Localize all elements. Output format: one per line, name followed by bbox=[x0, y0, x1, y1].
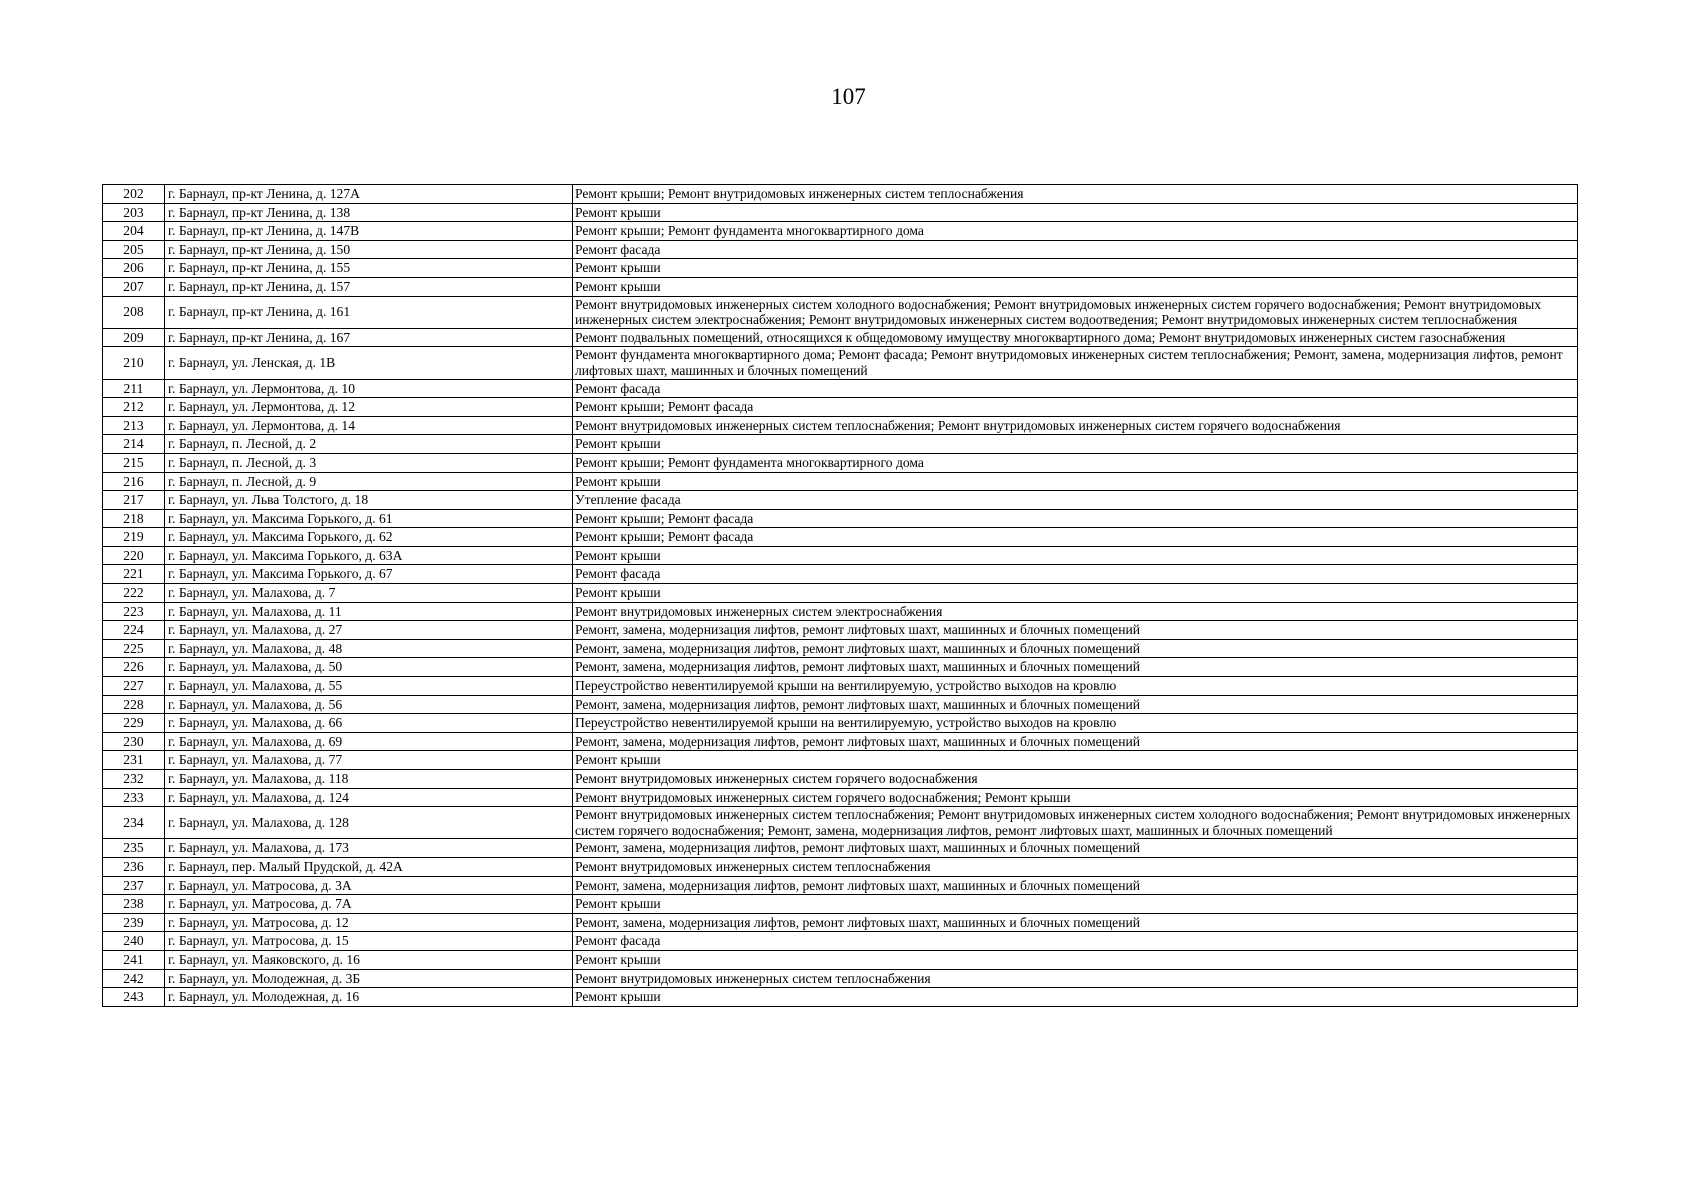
address-cell: г. Барнаул, ул. Малахова, д. 48 bbox=[165, 639, 573, 658]
table-row bbox=[103, 969, 1578, 988]
row-number-cell: 239 bbox=[103, 913, 165, 932]
works-cell: Ремонт внутридомовых инженерных систем теплоснабжения bbox=[573, 857, 1578, 876]
row-number-cell: 203 bbox=[103, 203, 165, 222]
works-cell: Ремонт фасада bbox=[573, 565, 1578, 584]
address-cell: г. Барнаул, ул. Максима Горького, д. 61 bbox=[165, 509, 573, 528]
address-cell: г. Барнаул, ул. Маяковского, д. 16 bbox=[165, 950, 573, 969]
address-cell: г. Барнаул, ул. Ленская, д. 1В bbox=[165, 347, 573, 379]
table-row bbox=[103, 895, 1578, 914]
works-cell: Переустройство невентилируемой крыши на вентилируемую, устройство выходов на кровлю bbox=[573, 714, 1578, 733]
works-cell: Ремонт фасада bbox=[573, 240, 1578, 259]
address-cell: г. Барнаул, ул. Малахова, д. 69 bbox=[165, 732, 573, 751]
row-number-cell: 222 bbox=[103, 584, 165, 603]
table-row bbox=[103, 932, 1578, 951]
row-number-cell: 243 bbox=[103, 988, 165, 1007]
address-cell: г. Барнаул, ул. Льва Толстого, д. 18 bbox=[165, 491, 573, 510]
works-cell: Ремонт крыши; Ремонт внутридомовых инженерных систем теплоснабжения bbox=[573, 185, 1578, 204]
table-row bbox=[103, 732, 1578, 751]
row-number-cell: 232 bbox=[103, 770, 165, 789]
works-cell: Ремонт крыши bbox=[573, 895, 1578, 914]
row-number-cell: 209 bbox=[103, 328, 165, 347]
row-number-cell: 207 bbox=[103, 277, 165, 296]
address-cell: г. Барнаул, ул. Лермонтова, д. 10 bbox=[165, 379, 573, 398]
works-cell: Ремонт внутридомовых инженерных систем горячего водоснабжения; Ремонт крыши bbox=[573, 788, 1578, 807]
works-cell: Ремонт, замена, модернизация лифтов, ремонт лифтовых шахт, машинных и блочных помещений bbox=[573, 876, 1578, 895]
row-number-cell: 225 bbox=[103, 639, 165, 658]
works-cell: Ремонт фасада bbox=[573, 932, 1578, 951]
address-cell: г. Барнаул, ул. Матросова, д. 15 bbox=[165, 932, 573, 951]
row-number-cell: 227 bbox=[103, 677, 165, 696]
row-number-cell: 217 bbox=[103, 491, 165, 510]
row-number-cell: 213 bbox=[103, 416, 165, 435]
table-row bbox=[103, 528, 1578, 547]
works-cell: Переустройство невентилируемой крыши на вентилируемую, устройство выходов на кровлю bbox=[573, 677, 1578, 696]
address-cell: г. Барнаул, пр-кт Ленина, д. 138 bbox=[165, 203, 573, 222]
row-number-cell: 216 bbox=[103, 472, 165, 491]
row-number-cell: 242 bbox=[103, 969, 165, 988]
row-number-cell: 224 bbox=[103, 621, 165, 640]
table-row bbox=[103, 203, 1578, 222]
table-row bbox=[103, 509, 1578, 528]
table-row bbox=[103, 277, 1578, 296]
address-cell: г. Барнаул, пр-кт Ленина, д. 167 bbox=[165, 328, 573, 347]
address-cell: г. Барнаул, п. Лесной, д. 9 bbox=[165, 472, 573, 491]
repair-register-table bbox=[102, 184, 1578, 1007]
works-cell: Ремонт, замена, модернизация лифтов, ремонт лифтовых шахт, машинных и блочных помещений bbox=[573, 913, 1578, 932]
table-row bbox=[103, 788, 1578, 807]
table-row bbox=[103, 185, 1578, 204]
address-cell: г. Барнаул, пр-кт Ленина, д. 157 bbox=[165, 277, 573, 296]
table-row bbox=[103, 950, 1578, 969]
row-number-cell: 234 bbox=[103, 807, 165, 839]
table-row bbox=[103, 988, 1578, 1007]
works-cell: Ремонт, замена, модернизация лифтов, ремонт лифтовых шахт, машинных и блочных помещений bbox=[573, 732, 1578, 751]
address-cell: г. Барнаул, ул. Малахова, д. 124 bbox=[165, 788, 573, 807]
works-cell: Утепление фасада bbox=[573, 491, 1578, 510]
works-cell: Ремонт, замена, модернизация лифтов, ремонт лифтовых шахт, машинных и блочных помещений bbox=[573, 639, 1578, 658]
works-cell: Ремонт крыши bbox=[573, 203, 1578, 222]
address-cell: г. Барнаул, ул. Малахова, д. 128 bbox=[165, 807, 573, 839]
works-cell: Ремонт фундамента многоквартирного дома; Ремонт фасада; Ремонт внутридомовых инженерных систем теплоснабжения; Ремонт, замена, модернизация лифтов, ремонт лифтовых шахт, машинных и блочных помещений bbox=[573, 347, 1578, 379]
table-row bbox=[103, 695, 1578, 714]
works-cell: Ремонт, замена, модернизация лифтов, ремонт лифтовых шахт, машинных и блочных помещений bbox=[573, 695, 1578, 714]
address-cell: г. Барнаул, пр-кт Ленина, д. 147В bbox=[165, 222, 573, 241]
table-row bbox=[103, 453, 1578, 472]
table-row bbox=[103, 259, 1578, 278]
table-row bbox=[103, 876, 1578, 895]
works-cell: Ремонт крыши bbox=[573, 546, 1578, 565]
address-cell: г. Барнаул, ул. Малахова, д. 56 bbox=[165, 695, 573, 714]
address-cell: г. Барнаул, ул. Молодежная, д. 3Б bbox=[165, 969, 573, 988]
row-number-cell: 230 bbox=[103, 732, 165, 751]
row-number-cell: 219 bbox=[103, 528, 165, 547]
row-number-cell: 226 bbox=[103, 658, 165, 677]
row-number-cell: 211 bbox=[103, 379, 165, 398]
works-cell: Ремонт внутридомовых инженерных систем теплоснабжения bbox=[573, 969, 1578, 988]
address-cell: г. Барнаул, ул. Малахова, д. 66 bbox=[165, 714, 573, 733]
table-row bbox=[103, 621, 1578, 640]
row-number-cell: 228 bbox=[103, 695, 165, 714]
works-cell: Ремонт подвальных помещений, относящихся к общедомовому имуществу многоквартирного дома; Ремонт внутридомовых инженерных систем газоснабжения bbox=[573, 328, 1578, 347]
table-row bbox=[103, 491, 1578, 510]
works-cell: Ремонт крыши bbox=[573, 584, 1578, 603]
works-cell: Ремонт крыши bbox=[573, 751, 1578, 770]
row-number-cell: 215 bbox=[103, 453, 165, 472]
row-number-cell: 220 bbox=[103, 546, 165, 565]
row-number-cell: 214 bbox=[103, 435, 165, 454]
table-row bbox=[103, 602, 1578, 621]
row-number-cell: 240 bbox=[103, 932, 165, 951]
address-cell: г. Барнаул, пр-кт Ленина, д. 155 bbox=[165, 259, 573, 278]
address-cell: г. Барнаул, пр-кт Ленина, д. 161 bbox=[165, 296, 573, 328]
works-cell: Ремонт, замена, модернизация лифтов, ремонт лифтовых шахт, машинных и блочных помещений bbox=[573, 658, 1578, 677]
works-cell: Ремонт крыши; Ремонт фасада bbox=[573, 528, 1578, 547]
row-number-cell: 229 bbox=[103, 714, 165, 733]
register-body bbox=[103, 185, 1578, 1007]
row-number-cell: 218 bbox=[103, 509, 165, 528]
works-cell: Ремонт крыши; Ремонт фундамента многоквартирного дома bbox=[573, 453, 1578, 472]
row-number-cell: 212 bbox=[103, 398, 165, 417]
address-cell: г. Барнаул, ул. Малахова, д. 173 bbox=[165, 839, 573, 858]
address-cell: г. Барнаул, ул. Матросова, д. 12 bbox=[165, 913, 573, 932]
address-cell: г. Барнаул, ул. Малахова, д. 7 bbox=[165, 584, 573, 603]
address-cell: г. Барнаул, ул. Максима Горького, д. 62 bbox=[165, 528, 573, 547]
table-row bbox=[103, 677, 1578, 696]
table-row bbox=[103, 546, 1578, 565]
address-cell: г. Барнаул, ул. Матросова, д. 3А bbox=[165, 876, 573, 895]
table-row bbox=[103, 296, 1578, 328]
works-cell: Ремонт крыши; Ремонт фасада bbox=[573, 398, 1578, 417]
row-number-cell: 205 bbox=[103, 240, 165, 259]
row-number-cell: 208 bbox=[103, 296, 165, 328]
row-number-cell: 236 bbox=[103, 857, 165, 876]
page-number: 107 bbox=[831, 84, 866, 109]
table-row bbox=[103, 328, 1578, 347]
address-cell: г. Барнаул, ул. Малахова, д. 55 bbox=[165, 677, 573, 696]
table-row bbox=[103, 416, 1578, 435]
works-cell: Ремонт, замена, модернизация лифтов, ремонт лифтовых шахт, машинных и блочных помещений bbox=[573, 621, 1578, 640]
works-cell: Ремонт крыши bbox=[573, 435, 1578, 454]
works-cell: Ремонт внутридомовых инженерных систем холодного водоснабжения; Ремонт внутридомовых инженерных систем горячего водоснабжения; Ремонт внутридомовых инженерных систем электроснабжения; Ремонт внутридомовых инженерных систем водоотведения; Ремонт внутридомовых инженерных систем теплоснабжения bbox=[573, 296, 1578, 328]
works-cell: Ремонт крыши bbox=[573, 950, 1578, 969]
row-number-cell: 223 bbox=[103, 602, 165, 621]
works-cell: Ремонт крыши bbox=[573, 277, 1578, 296]
table-row bbox=[103, 435, 1578, 454]
works-cell: Ремонт фасада bbox=[573, 379, 1578, 398]
address-cell: г. Барнаул, ул. Максима Горького, д. 67 bbox=[165, 565, 573, 584]
row-number-cell: 210 bbox=[103, 347, 165, 379]
address-cell: г. Барнаул, ул. Матросова, д. 7А bbox=[165, 895, 573, 914]
table-row bbox=[103, 714, 1578, 733]
works-cell: Ремонт внутридомовых инженерных систем теплоснабжения; Ремонт внутридомовых инженерных систем горячего водоснабжения bbox=[573, 416, 1578, 435]
works-cell: Ремонт, замена, модернизация лифтов, ремонт лифтовых шахт, машинных и блочных помещений bbox=[573, 839, 1578, 858]
works-cell: Ремонт крыши bbox=[573, 988, 1578, 1007]
table-row bbox=[103, 584, 1578, 603]
table-row bbox=[103, 770, 1578, 789]
address-cell: г. Барнаул, ул. Малахова, д. 77 bbox=[165, 751, 573, 770]
row-number-cell: 238 bbox=[103, 895, 165, 914]
table-row bbox=[103, 222, 1578, 241]
works-cell: Ремонт крыши; Ремонт фасада bbox=[573, 509, 1578, 528]
row-number-cell: 241 bbox=[103, 950, 165, 969]
table-row bbox=[103, 347, 1578, 379]
table-row bbox=[103, 398, 1578, 417]
table-row bbox=[103, 658, 1578, 677]
row-number-cell: 235 bbox=[103, 839, 165, 858]
table-row bbox=[103, 472, 1578, 491]
address-cell: г. Барнаул, ул. Максима Горького, д. 63А bbox=[165, 546, 573, 565]
address-cell: г. Барнаул, пр-кт Ленина, д. 127А bbox=[165, 185, 573, 204]
row-number-cell: 204 bbox=[103, 222, 165, 241]
row-number-cell: 206 bbox=[103, 259, 165, 278]
works-cell: Ремонт крыши bbox=[573, 259, 1578, 278]
address-cell: г. Барнаул, ул. Лермонтова, д. 12 bbox=[165, 398, 573, 417]
table-row bbox=[103, 751, 1578, 770]
address-cell: г. Барнаул, п. Лесной, д. 3 bbox=[165, 453, 573, 472]
row-number-cell: 231 bbox=[103, 751, 165, 770]
table-row bbox=[103, 379, 1578, 398]
address-cell: г. Барнаул, ул. Малахова, д. 11 bbox=[165, 602, 573, 621]
address-cell: г. Барнаул, пер. Малый Прудской, д. 42А bbox=[165, 857, 573, 876]
address-cell: г. Барнаул, ул. Молодежная, д. 16 bbox=[165, 988, 573, 1007]
address-cell: г. Барнаул, пр-кт Ленина, д. 150 bbox=[165, 240, 573, 259]
table-row bbox=[103, 240, 1578, 259]
table-row bbox=[103, 857, 1578, 876]
table-row bbox=[103, 839, 1578, 858]
row-number-cell: 202 bbox=[103, 185, 165, 204]
row-number-cell: 237 bbox=[103, 876, 165, 895]
table-row bbox=[103, 807, 1578, 839]
works-cell: Ремонт внутридомовых инженерных систем теплоснабжения; Ремонт внутридомовых инженерных систем холодного водоснабжения; Ремонт внутридомовых инженерных систем горячего водоснабжения; Ремонт, замена, модернизация лифтов, ремонт лифтовых шахт, машинных и блочных помещений bbox=[573, 807, 1578, 839]
row-number-cell: 233 bbox=[103, 788, 165, 807]
address-cell: г. Барнаул, ул. Малахова, д. 50 bbox=[165, 658, 573, 677]
address-cell: г. Барнаул, ул. Малахова, д. 27 bbox=[165, 621, 573, 640]
table-row bbox=[103, 913, 1578, 932]
works-cell: Ремонт внутридомовых инженерных систем электроснабжения bbox=[573, 602, 1578, 621]
address-cell: г. Барнаул, ул. Малахова, д. 118 bbox=[165, 770, 573, 789]
address-cell: г. Барнаул, п. Лесной, д. 2 bbox=[165, 435, 573, 454]
row-number-cell: 221 bbox=[103, 565, 165, 584]
works-cell: Ремонт крыши bbox=[573, 472, 1578, 491]
table-row bbox=[103, 565, 1578, 584]
address-cell: г. Барнаул, ул. Лермонтова, д. 14 bbox=[165, 416, 573, 435]
table-row bbox=[103, 639, 1578, 658]
works-cell: Ремонт крыши; Ремонт фундамента многоквартирного дома bbox=[573, 222, 1578, 241]
works-cell: Ремонт внутридомовых инженерных систем горячего водоснабжения bbox=[573, 770, 1578, 789]
